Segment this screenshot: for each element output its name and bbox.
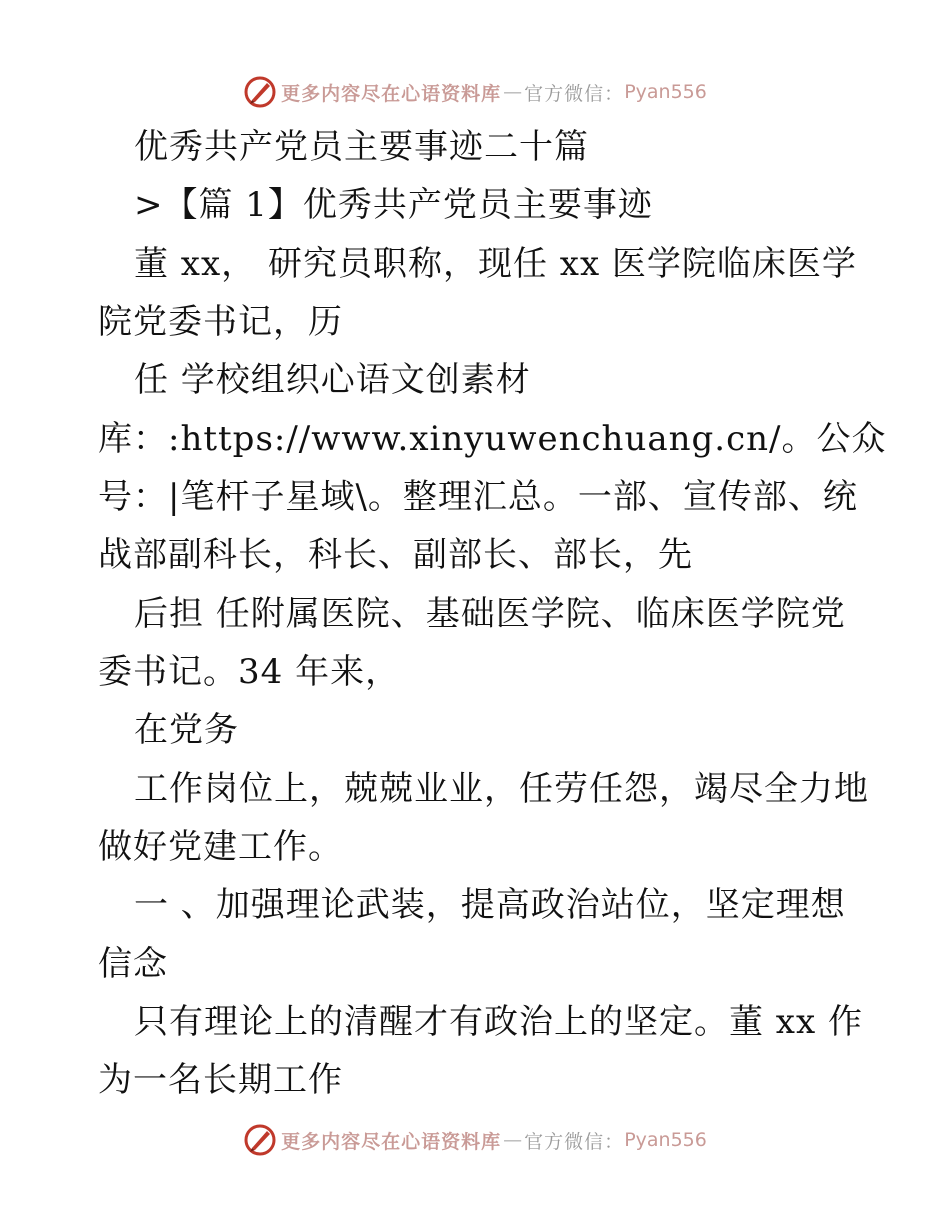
- banner-official-label: 官方微信：: [524, 1130, 625, 1153]
- paragraph-line: 号：|笔杆子星域\。整理汇总。一部、宣传部、统: [98, 477, 858, 517]
- banner-official-label: 官方微信：: [524, 82, 625, 105]
- banner-dash: —: [503, 1129, 523, 1151]
- banner-dash: —: [503, 81, 523, 103]
- paragraph-line: 院党委书记，历: [98, 302, 343, 342]
- paragraph-line: 库：:https://www.xinyuwenchuang.cn/。公众: [98, 419, 887, 459]
- paragraph-line: 只有理论上的清醒才有政治上的坚定。董 xx 作: [134, 1002, 863, 1042]
- paragraph-line: 信念: [98, 944, 168, 984]
- banner-brand-text: 更多内容尽在心语资料库: [281, 1130, 502, 1153]
- document-title: 优秀共产党员主要事迹二十篇: [134, 127, 589, 167]
- paragraph-line: 战部副科长，科长、副部长、部长，先: [98, 535, 693, 575]
- paragraph-line: 做好党建工作。: [98, 827, 343, 867]
- header-banner: [0, 72, 950, 112]
- paragraph-line: 后担 任附属医院、基础医学院、临床医学院党: [134, 594, 846, 634]
- paragraph-line: 任 学校组织心语文创素材: [134, 360, 531, 400]
- quill-logo-icon: [243, 1123, 277, 1157]
- subsection-heading: 一 、加强理论武装，提高政治站位，坚定理想: [134, 885, 846, 925]
- banner-brand-text: 更多内容尽在心语资料库: [281, 82, 502, 105]
- banner-wechat-id: Pyan556: [624, 81, 707, 103]
- footer-banner: [0, 1120, 950, 1160]
- quill-logo-icon: [243, 75, 277, 109]
- paragraph-line: 委书记。34 年来，: [98, 652, 401, 692]
- paragraph-line: 工作岗位上，兢兢业业，任劳任怨，竭尽全力地: [134, 769, 869, 809]
- paragraph-line: 董 xx， 研究员职称，现任 xx 医学院临床医学: [134, 244, 857, 284]
- banner-wechat-id: Pyan556: [624, 1129, 707, 1151]
- paragraph-line: 为一名长期工作: [98, 1060, 343, 1100]
- paragraph-line: 在党务: [134, 710, 239, 750]
- section-heading: >【篇 1】优秀共产党员主要事迹: [134, 185, 653, 225]
